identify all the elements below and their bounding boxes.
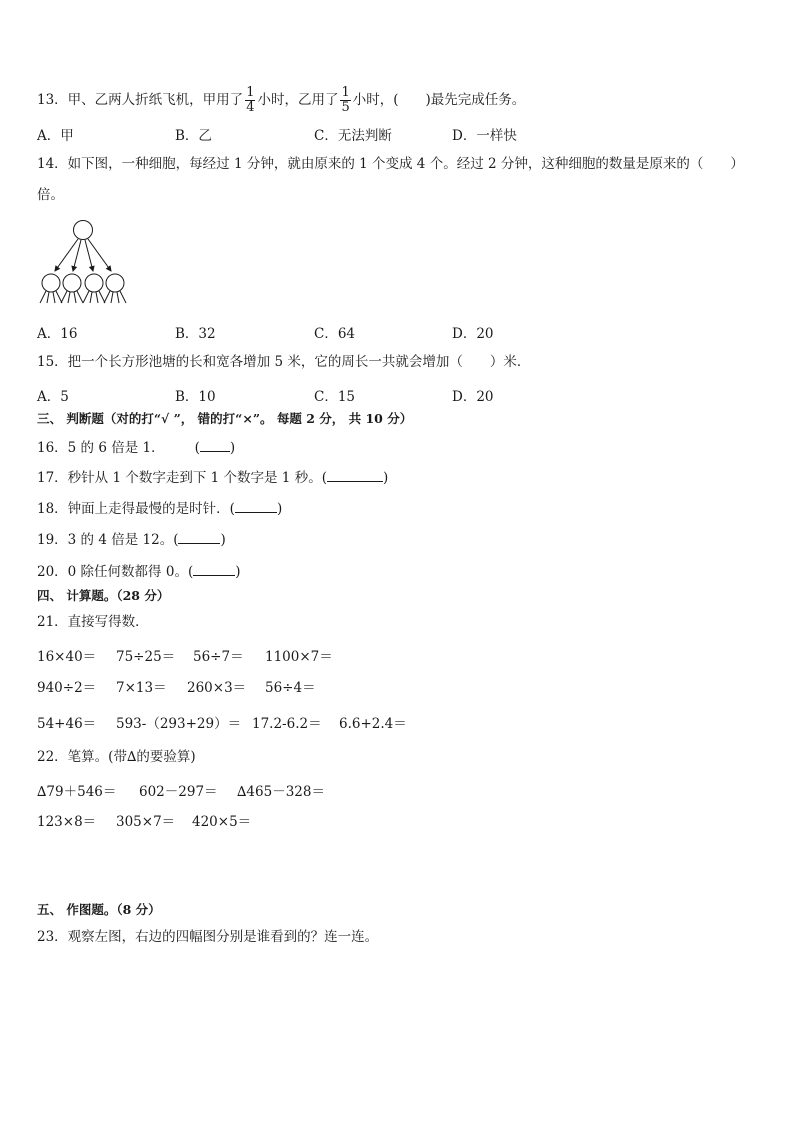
q21-r3-c1: 54+46＝: [37, 716, 97, 732]
section-5-title: 五、 作图题。（8 分）: [37, 902, 161, 917]
question-20: 20．0 除任何数都得 0。( ): [37, 564, 241, 580]
section-3-title: 三、 判断题（对的打“√ ”， 错的打“×”。 每题 2 分， 共 10 分）: [37, 411, 413, 426]
q13-prefix: 13．甲、乙两人折纸飞机，甲用了: [37, 92, 244, 108]
q13-option-d[interactable]: D．一样快: [452, 128, 517, 144]
q15-option-b[interactable]: B．10: [175, 389, 216, 405]
q22-r2-c3: 420×5＝: [192, 814, 252, 830]
q17-answer-blank[interactable]: [327, 468, 383, 482]
q14-line1: 14．如下图，一种细胞，每经过 1 分钟，就由原来的 1 个变成 4 个。经过 2 分钟，这种细胞的数量是原来的（ ）: [37, 156, 744, 172]
q21-r1-c1: 16×40＝: [37, 649, 97, 665]
fraction-one-fifth: $\frac{1}{5}$: [341, 85, 350, 115]
q15-text: 15．把一个长方形池塘的长和宽各增加 5 米，它的周长一共就会增加（ ）米．: [37, 354, 531, 370]
q13-option-c[interactable]: C．无法判断: [314, 128, 392, 144]
question-19: 19．3 的 4 倍是 12。( ): [37, 532, 226, 548]
q14-option-a[interactable]: A．16: [37, 326, 78, 342]
q21-r1-c2: 75÷25＝: [116, 649, 176, 665]
parent-cell: [74, 221, 93, 240]
q21-r1-c3: 56÷7＝: [193, 649, 244, 665]
q22-r1-c1: ∆79＋546＝: [37, 784, 117, 800]
q21-r2-c2: 7×13＝: [116, 680, 167, 696]
child-cell-4: [104, 274, 126, 303]
q21-title: 21．直接写得数．: [37, 614, 149, 630]
q22-r2-c2: 305×7＝: [116, 814, 176, 830]
q16-answer-blank[interactable]: [200, 438, 230, 452]
q21-r2-c3: 260×3＝: [187, 680, 247, 696]
cell-division-diagram: [37, 215, 137, 307]
q13-mid: 小时，乙用了: [257, 92, 339, 108]
q15-option-a[interactable]: A．5: [37, 389, 69, 405]
q13-option-b[interactable]: B．乙: [175, 128, 212, 144]
q15-option-c[interactable]: C．15: [314, 389, 356, 405]
q21-r3-c2: 593-（293+29）＝: [116, 716, 242, 732]
section-4-title: 四、 计算题。（28 分）: [37, 588, 170, 603]
q21-r2-c1: 940÷2＝: [37, 680, 97, 696]
q13-option-a[interactable]: A．甲: [37, 128, 74, 144]
question-18: 18．钟面上走得最慢的是时针．( ): [37, 501, 283, 517]
q13-suffix: 小时，( )最先完成任务。: [352, 92, 526, 108]
child-cell-3: [83, 274, 105, 303]
question-13: [37, 86, 525, 115]
q14-line2: 倍。: [37, 187, 64, 203]
q15-option-d[interactable]: D．20: [452, 389, 494, 405]
q21-r3-c4: 6.6+2.4＝: [339, 716, 407, 732]
q22-r2-c1: 123×8＝: [37, 814, 97, 830]
q21-r2-c4: 56÷4＝: [265, 680, 316, 696]
child-cell-2: [61, 274, 83, 303]
q14-option-b[interactable]: B．32: [175, 326, 216, 342]
q14-option-d[interactable]: D．20: [452, 326, 494, 342]
q22-title: 22．笔算。(带∆的要验算): [37, 749, 196, 765]
q22-r1-c3: ∆465－328＝: [237, 784, 325, 800]
fraction-one-quarter: $\frac{1}{4}$: [246, 85, 255, 115]
q19-answer-blank[interactable]: [178, 530, 220, 544]
q20-answer-blank[interactable]: [193, 562, 235, 576]
q23-text: 23．观察左图，右边的四幅图分别是谁看到的？连一连。: [37, 929, 379, 945]
q21-r3-c3: 17.2-6.2＝: [252, 716, 322, 732]
question-17: 17．秒针从 1 个数字走到下 1 个数字是 1 秒。( ): [37, 470, 389, 486]
q22-r1-c2: 602－297＝: [139, 784, 218, 800]
q14-option-c[interactable]: C．64: [314, 326, 356, 342]
q21-r1-c4: 1100×7＝: [265, 649, 333, 665]
question-16: 16．5 的 6 倍是 1． ( ): [37, 440, 236, 456]
q18-answer-blank[interactable]: [235, 499, 277, 513]
child-cell-1: [40, 274, 62, 303]
